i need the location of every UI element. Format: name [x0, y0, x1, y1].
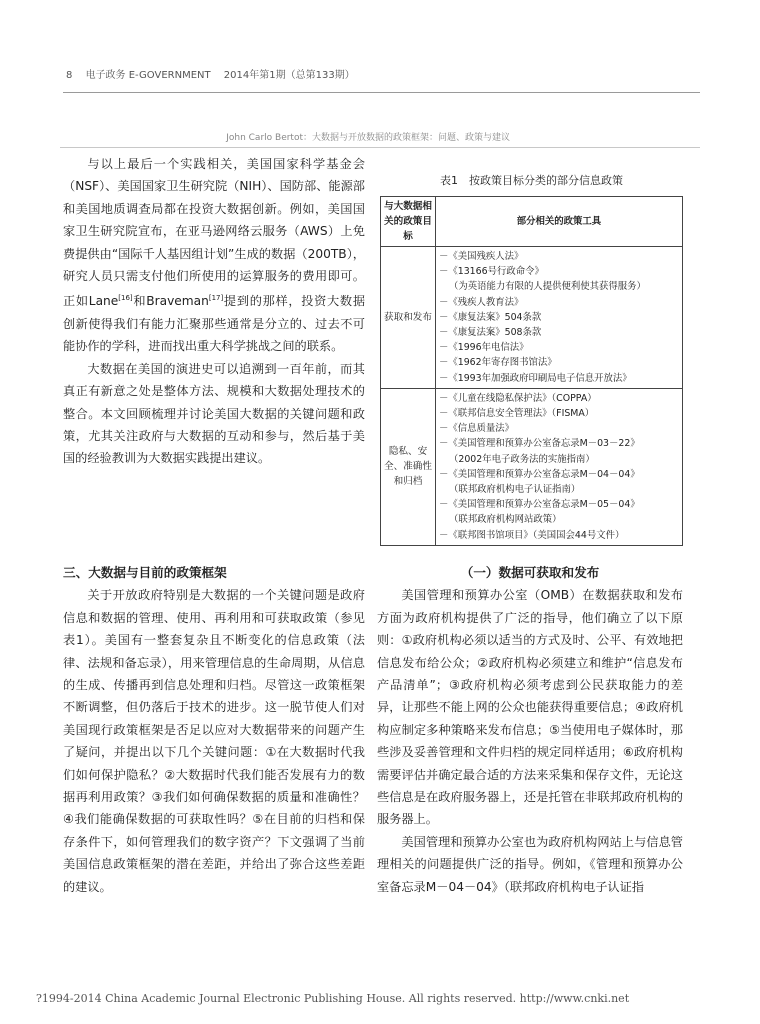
- policy-item-note: （联邦政府机构网站政策）: [449, 514, 562, 526]
- policy-item: －《儿童在线隐私保护法》（COPPA）: [439, 392, 597, 404]
- left-column-bottom: [63, 562, 365, 898]
- policy-item: －《康复法案》504条款: [439, 311, 542, 323]
- goal-access-dissemination: 获取和发布: [381, 247, 436, 389]
- table-caption: 表1 按政策目标分类的部分信息政策: [440, 174, 623, 187]
- policy-item: －《联邦信息安全管理法》（FISMA）: [439, 408, 595, 420]
- table-header-goal: 与大数据相关的政策目标: [381, 197, 436, 247]
- policy-item: －《美国管理和预算办公室备忘录M－03－22》: [439, 438, 640, 450]
- table-row: [381, 388, 683, 545]
- journal-issue: 2014年第1期（总第133期）: [223, 70, 355, 81]
- policy-item-note: （联邦政府机构电子认证指南）: [449, 484, 581, 496]
- page-number: 8: [66, 70, 73, 81]
- header-rule: [63, 92, 700, 93]
- journal-name: 电子政务 E-GOVERNMENT: [85, 70, 211, 81]
- policy-item: －《信息质量法》: [439, 423, 515, 435]
- running-head-rule: [60, 147, 700, 148]
- right-column-bottom: [377, 562, 683, 898]
- table-header-row: [381, 197, 683, 247]
- policy-table: [380, 196, 683, 546]
- table-header-tools: 部分相关的政策工具: [436, 197, 683, 247]
- policy-item: －《美国管理和预算办公室备忘录M－04－04》: [439, 468, 640, 480]
- paragraph-nsf-nih: 与以上最后一个实践相关，美国国家科学基金会（NSF）、美国国家卫生研究院（NIH）、国防部、能源部和美国地质调查局都在投资大数据创新。例如，美国国家卫生研究院宣布，在亚马逊网络云服务（AWS）上免费提供由“国际千人基因组计划”生成的数据（200TB），研究人员只需支付他们所使用的运算服务的费用即可。正如Lane[16]和Braveman[17]提到的那样，投资大数据创新使得我们有能力汇聚那些通常是分立的、过去不可能协作的学科，进而找出重大科学挑战之间的联系。: [63, 157, 366, 354]
- table-row: [381, 247, 683, 389]
- policy-item: －《联邦图书馆项目》（美国国会44号文件）: [439, 529, 625, 541]
- tools-privacy-security: [436, 388, 683, 545]
- page-header: [66, 66, 365, 81]
- policy-item: －《1996年电信法》: [439, 342, 529, 354]
- policy-item: －《1993年加强政府印刷局电子信息开放法》: [439, 372, 632, 384]
- left-column-top: [63, 153, 365, 470]
- policy-item: －《残疾人教育法》: [439, 296, 524, 308]
- policy-item: －《美国管理和预算办公室备忘录M－05－04》: [439, 499, 640, 511]
- paragraph-big-data-history: 大数据在美国的演进史可以追溯到一百年前，而其真正有新意之处是整体方法、规模和大数据处理技术的整合。本文回顾梳理并讨论美国大数据的关键问题和政策，尤其关注政府与大数据的互动和参与，然后基于美国的经验教训为大数据实践提出建议。: [63, 361, 365, 466]
- subsection-heading-access: （一）数据可获取和发布: [460, 565, 600, 580]
- citation-17[interactable]: [17]: [208, 294, 224, 303]
- running-head: John Carlo Bertot：大数据与开放数据的政策框架：问题、政策与建议: [226, 133, 510, 143]
- policy-item: －《康复法案》508条款: [439, 327, 542, 339]
- section-heading-policy-framework: 三、大数据与目前的政策框架: [63, 565, 227, 580]
- copyright-footer: ?1994-2014 China Academic Journal Electronic Publishing House. All rights reserved. http://www.cnki.net: [36, 992, 630, 1005]
- paragraph-omb-principles: 美国管理和预算办公室（OMB）在数据获取和发布方面为政府机构提供了广泛的指导，他们确立了以下原则：①政府机构必须以适当的方式及时、公平、有效地把信息发布给公众；②政府机构必须建立和维护“信息发布产品清单”；③政府机构必须考虑到公民获取能力的差异，让那些不能上网的公众也能获得重要信息；④政府机构应制定多种策略来发布信息；⑤当使用电子媒体时，那些涉及妥善管理和文件归档的规定同样适用；⑥政府机构需要评估并确定最合适的方法来采集和保存文件，无论这些信息是在政府服务器上，还是托管在非联邦政府机构的服务器上。: [377, 588, 683, 827]
- policy-item: －《1962年寄存图书馆法》: [439, 357, 557, 369]
- goal-privacy-security: 隐私、安全、准确性和归档: [381, 388, 436, 545]
- policy-item: －《美国残疾人法》: [439, 251, 524, 262]
- citation-16[interactable]: [16]: [118, 294, 133, 303]
- paragraph-policy-framework: 关于开放政府特别是大数据的一个关键问题是政府信息和数据的管理、使用、再利用和可获取政策（参见表1）。美国有一整套复杂且不断变化的信息政策（法律、法规和备忘录），用来管理信息的生命周期，从信息的生成、传播再到信息处理和归档。尽管这一政策框架不断调整，但仍落后于技术的进步。这一脱节使人们对美国现行政策框架是否足以应对大数据带来的问题产生了疑问，并提出以下几个关键问题：①在大数据时代我们如何保护隐私？②大数据时代我们能否发展有力的数据再利用政策？③我们如何确保数据的质量和准确性？④我们能确保数据的可获取性吗？⑤在目前的归档和保存条件下，如何管理我们的数字资产？下文强调了当前美国信息政策框架的潜在差距，并给出了弥合这些差距的建议。: [63, 588, 365, 894]
- policy-item: －《13166号行政命令》: [439, 266, 544, 278]
- policy-item-note: （为英语能力有限的人提供便利使其获得服务）: [449, 281, 646, 293]
- tools-access-dissemination: [436, 247, 683, 389]
- paragraph-omb-web-guidance: 美国管理和预算办公室也为政府机构网站上与信息管理相关的问题提供广泛的指导。例如，《管理和预算办公室备忘录M－04－04》（联邦政府机构电子认证指: [377, 834, 683, 894]
- policy-item-note: （2002年电子政务法的实施指南）: [449, 453, 595, 465]
